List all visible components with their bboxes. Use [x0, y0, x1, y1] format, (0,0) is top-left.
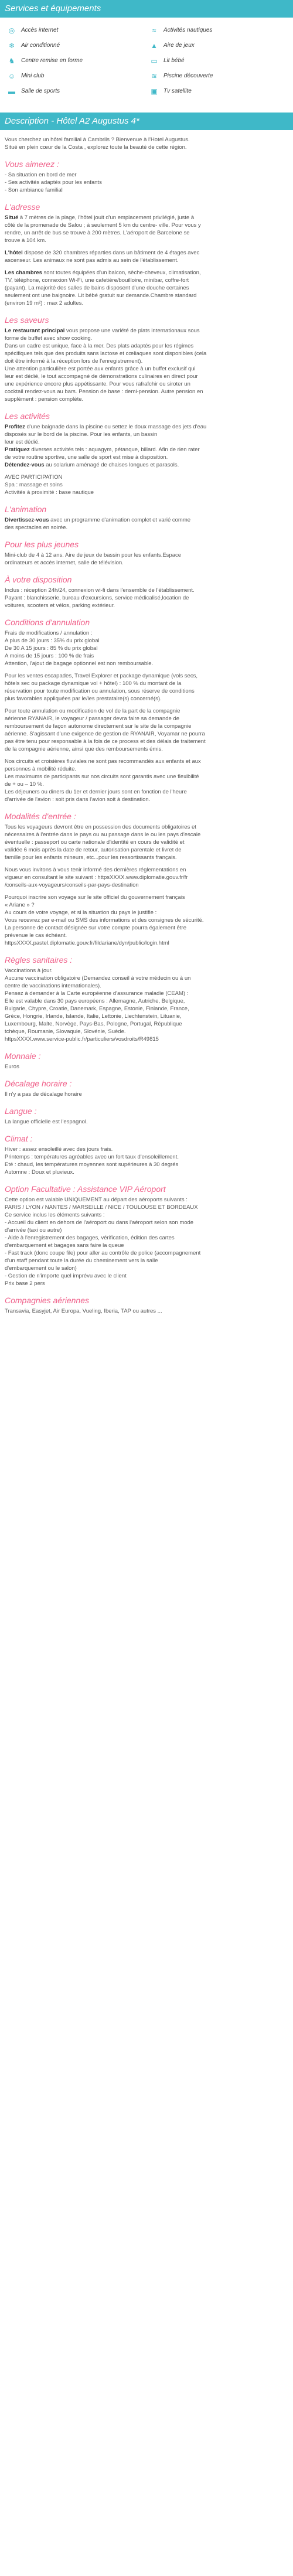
text-line: hôtels sec ou package dynamique vol + hôtel) : 100 % du montant de la [5, 680, 182, 687]
section-paragraph [5, 672, 288, 703]
section-heading: Vous aimerez : [5, 159, 59, 169]
intro-line: Situé en plein cœur de la Costa , explorez toute la beauté de cette région. [5, 144, 187, 151]
text-line: pas être tenu pour responsable à la fois de ce process et des délais de traitement [5, 738, 206, 745]
text-line: Eté : chaud, les températures moyennes sont supérieures à 30 degrés [5, 1161, 179, 1168]
text-line: Luxembourg, Malte, Norvège, Pays-Bas, Pologne, Portugal, République [5, 1021, 182, 1027]
section-paragraph [5, 327, 288, 403]
snowflake-icon: ❄ [8, 42, 15, 50]
amenity-label: Mini club [21, 73, 45, 79]
section-paragraph [5, 707, 288, 753]
text-line: ascenseur. Les animaux ne sont pas admis au sein de l'établissement. [5, 257, 179, 264]
text-line: d'arrivée (taxi ou autre) [5, 1227, 62, 1234]
text-line: Profitez d'une baignade dans la piscine ou settez le doux massage des jets d'eau [5, 424, 207, 430]
section-paragraph [5, 551, 288, 567]
text-line: leur est dédié, le tout accompagné de démonstrations culinaires en direct pour [5, 373, 198, 380]
section-paragraph [5, 1118, 288, 1126]
section-paragraph [5, 249, 288, 264]
text-line: Inclus : réception 24h/24, connexion wi-fi dans l'ensemble de l'établissement. [5, 587, 195, 594]
wifi-icon: ◎ [8, 26, 15, 35]
text-line: Pour toute annulation ou modification de vol de la part de la compagnie [5, 708, 180, 714]
section-paragraph [5, 1063, 288, 1071]
section-heading: Climat : [5, 1134, 33, 1143]
amenity-label: Aire de jeux [163, 42, 195, 49]
section-paragraph [5, 894, 288, 947]
section-paragraph [5, 1196, 288, 1287]
section-paragraph [5, 1146, 288, 1176]
text-line: côté de la promenade de Salou ; à seulement 5 km du centre- ville. Pour vous y [5, 222, 201, 229]
text-line: Les déjeuners ou diners du 1er et dernier jours sont en fonction de l'heure [5, 789, 187, 795]
amenity-item [7, 56, 144, 66]
text-line: famille pour les enfants mineurs, etc...pour les ressortissants français. [5, 854, 177, 861]
text-line: Tous les voyageurs devront être en possession des documents obligatoires et [5, 824, 196, 830]
text-line: plus favorables appliquées par le/les prestataire(s) concerné(s). [5, 696, 162, 702]
amenities-grid [5, 18, 288, 107]
text-line: des spectacles en soirée. [5, 524, 68, 531]
text-line: trouve à 104 km. [5, 237, 46, 244]
text-line: Nous vous invitons à vous tenir informé des dernières réglementations en [5, 867, 186, 873]
text-line: vigueur en consultant le site suivant : httpsXXXX.www.diplomatie.gouv.fr/fr [5, 874, 188, 881]
page-bottom-spacer [5, 1320, 288, 1328]
text-line: éventuelle : passeport ou carte nationale d'identité en cours de validité et [5, 839, 185, 846]
text-line: personnes à mobilité réduite. [5, 766, 76, 772]
text-line: spécifiques tels que des produits sans lactose et cœliaques sont disponibles (cela [5, 350, 207, 357]
text-line: Hiver : assez ensoleillé avec des jours frais. [5, 1146, 113, 1153]
section-heading: Option Facultative : Assistance VIP Aéroport [5, 1184, 166, 1194]
amenity-item [7, 26, 144, 35]
tv-icon: ▣ [151, 87, 158, 96]
fitness-icon: ♞ [8, 57, 15, 65]
section-paragraph [5, 587, 288, 609]
text-line: nécessaires à l'entrée dans le pays ou au passage dans le ou les pays d'escale [5, 832, 201, 838]
text-line: Ce service inclus les éléments suivants : [5, 1212, 105, 1218]
text-line: tchèque, Roumanie, Slovaquie, Slovénie, Suède. [5, 1028, 126, 1035]
description-intro [5, 136, 288, 151]
text-line: - Ses activités adaptés pour les enfants [5, 179, 102, 186]
text-line: aérienne. S'agissant d'une exigence de gestion de RYANAIR, Voyamar ne pourra [5, 731, 205, 737]
text-line: Le restaurant principal vous propose une variété de plats internationaux sous [5, 328, 200, 334]
amenity-item [7, 87, 144, 96]
dumbbell-icon: ▬ [8, 87, 15, 96]
section-paragraph [5, 171, 288, 194]
section-paragraph [5, 1307, 288, 1315]
text-line: De 30 A 15 jours : 85 % du prix global [5, 645, 98, 652]
amenity-item [149, 56, 286, 66]
text-line: voitures, scooters et vélos, parking extérieur. [5, 602, 115, 609]
text-line: Attention, l'ajout de bagage optionnel est non remboursable. [5, 660, 154, 667]
section-heading: Langue : [5, 1106, 37, 1116]
text-line: Situé à 7 mètres de la plage, l'hôtel jouit d'un emplacement privilégié, juste à [5, 214, 195, 221]
amenity-label: Accès internet [21, 27, 59, 33]
section-paragraph [5, 823, 288, 861]
text-line: rendre, un arrêt de bus se trouve à 200 mètres. L'aéroport de Barcelone se [5, 230, 190, 236]
text-line: Vaccinations à jour. [5, 967, 53, 974]
playground-icon: ▲ [151, 42, 158, 50]
section-heading: Les activités [5, 411, 50, 421]
text-line: Elle est valable dans 30 pays européens : Allemagne, Autriche, Belgique, [5, 998, 185, 1004]
water-activities-icon: ≈ [152, 26, 156, 35]
text-line: - Gestion de n'importe quel imprévu avec le client [5, 1273, 127, 1279]
services-banner [0, 0, 293, 18]
text-line: La langue officielle est l'espagnol. [5, 1119, 88, 1125]
text-line: « Ariane » ? [5, 902, 35, 908]
text-line: Grèce, Hongrie, Irlande, Islande, Italie, Lettonie, Liechtenstein, Lituanie, [5, 1013, 182, 1020]
pool-icon: ≋ [151, 72, 158, 80]
text-line: Détendez-vous au solarium aménagé de chaises longues et parasols. [5, 462, 179, 468]
text-line: La personne de contact désignée sur votre compte pourra également être [5, 925, 186, 931]
text-line: httpsXXXX.www.service-public.fr/particuliers/vosdroits/R49815 [5, 1036, 159, 1042]
crib-icon: ▭ [151, 57, 158, 65]
text-line: - Fast track (donc coupe file) pour aller au contrôle de police (accompagnement [5, 1250, 201, 1256]
text-line: Au cours de votre voyage, et si la situation du pays le justifie : [5, 909, 157, 916]
amenity-label: Activités nautiques [163, 27, 213, 33]
text-line: (payant). La majorité des salles de bains disposent d'une douche certaines [5, 285, 189, 291]
text-line: ordinateurs et accès internet, salle de télévision. [5, 560, 124, 566]
content-sections [5, 158, 288, 1315]
text-line: Bulgarie, Chypre, Croatie, Danemark, Espagne, Estonie, Finlande, France, [5, 1006, 189, 1012]
text-line: /conseils-aux-voyageurs/conseils-par-pays-destination [5, 882, 139, 888]
text-line: supplément : pension complète. [5, 396, 84, 403]
text-line: Euros [5, 1064, 19, 1070]
text-line: Pratiquez diverses activités tels : aquagym, pétanque, billard. Afin de rien rater [5, 447, 200, 453]
text-line: cocktail rendez-vous au bars. Pension de base : demi-pension. Autre pension en [5, 389, 203, 395]
amenity-item [149, 87, 286, 96]
text-line: - Aide à l'enregistrement des bagages, vérification, édition des cartes [5, 1235, 175, 1241]
section-paragraph [5, 866, 288, 889]
text-line: leur est dédié. [5, 439, 40, 445]
text-line: Frais de modifications / annulation : [5, 630, 93, 636]
kids-club-icon: ☺ [8, 72, 16, 80]
amenity-label: Piscine découverte [163, 73, 213, 79]
text-line: Pourquoi inscrire son voyage sur le site officiel du gouvernement français [5, 894, 185, 901]
section-heading: Conditions d'annulation [5, 618, 90, 627]
text-line: Vous recevrez par e-mail ou SMS des informations et des consignes de sécurité. [5, 917, 204, 924]
amenity-label: Lit bébé [163, 57, 185, 64]
section-heading: Monnaie : [5, 1051, 41, 1061]
text-line: Divertissez-vous avec un programme d'animation complet et varié comme [5, 517, 191, 523]
amenity-item [149, 26, 286, 35]
text-line: prévenue le cas échéant. [5, 932, 67, 939]
amenity-label: Air conditionné [21, 42, 60, 49]
text-line: A plus de 30 jours : 35% du prix global [5, 638, 100, 644]
amenity-label: Tv satellite [163, 88, 192, 94]
text-line: Activités à proximité : base nautique [5, 489, 94, 496]
section-paragraph [5, 629, 288, 667]
amenity-item [149, 71, 286, 81]
section-heading: Modalités d'entrée : [5, 812, 76, 821]
text-line: Nos circuits et croisières fluviales ne sont pas recommandés aux enfants et aux [5, 758, 201, 765]
text-line: de + ou – 10 %. [5, 781, 44, 788]
text-line: Les chambres sont toutes équipées d'un balcon, sèche-cheveux, climatisation, [5, 270, 201, 276]
section-heading: Pour les plus jeunes [5, 540, 79, 549]
text-line: Mini-club de 4 à 12 ans. Aire de jeux de bassin pour les enfants.Espace [5, 552, 182, 558]
text-line: Spa : massage et soins [5, 482, 63, 488]
text-line: Aucune vaccination obligatoire (Demandez conseil à votre médecin ou à un [5, 975, 191, 982]
text-line: d'arrivée de l'avion : soit pris dans l'avion soit à destination. [5, 796, 151, 803]
amenity-label: Salle de sports [21, 88, 60, 94]
text-line: doit être informé à la réception lors de l'enregistrement). [5, 358, 143, 364]
section-paragraph [5, 423, 288, 469]
text-line: Pour les ventes escapades, Travel Explorer et package dynamique (vols secs, [5, 673, 197, 679]
text-line: seulement ont une baignoire. Lit bébé gratuit sur demande.Chambre standard [5, 292, 197, 299]
text-line: Les maximums de participants sur nos circuits sont garantis avec une flexibilité [5, 774, 199, 780]
text-line: - Accueil du client en dehors de l'aéroport ou dans l'aéroport selon son mode [5, 1219, 194, 1226]
text-line: - Son ambiance familial [5, 187, 63, 193]
section-heading: L'adresse [5, 202, 40, 212]
services-title: Services et équipements [5, 4, 101, 13]
text-line: une expérience encore plus appétissante. Pour vous rafraîchir ou siroter un [5, 381, 190, 387]
section-paragraph [5, 1091, 288, 1098]
intro-line: Vous cherchez un hôtel familial à Cambrils ? Bienvenue à l'Hotel Augustus. [5, 137, 190, 143]
text-line: Payant : blanchisserie, bureau d'excursions, service médicalisé,location de [5, 595, 189, 601]
section-heading: Compagnies aériennes [5, 1296, 89, 1305]
text-line: Automne : Doux et pluvieux. [5, 1169, 74, 1175]
description-banner [0, 113, 293, 130]
text-line: de votre routine sportive, une salle de sport est mise à disposition. [5, 454, 168, 461]
section-paragraph [5, 758, 288, 803]
section-heading: À votre disposition [5, 575, 72, 584]
text-line: de la compagnie aérienne, ainsi que des remboursements émis. [5, 746, 163, 752]
text-line: (environ 19 m²) : max 2 adultes. [5, 300, 84, 306]
text-line: Transavia, Easyjet, Air Europa, Vueling, Iberia, TAP ou autres ... [5, 1308, 162, 1314]
section-paragraph [5, 473, 288, 496]
text-line: aérienne RYANAIR, le voyageur / passager devra faire sa demande de [5, 715, 180, 722]
amenity-item [149, 41, 286, 50]
section-heading: Les saveurs [5, 315, 49, 325]
text-line: TV, téléphone, connexion Wi-Fi, une cafetière/bouilloire, minibar, coffre-fort [5, 277, 189, 284]
section-paragraph [5, 214, 288, 244]
text-line: Prix base 2 pers [5, 1280, 45, 1287]
text-line: d'un staff pendant toute la durée du cheminement vers la salle [5, 1258, 158, 1264]
text-line: remboursement de façon autonome directement sur le site de la compagnie [5, 723, 192, 730]
amenity-item [7, 41, 144, 50]
section-heading: Décalage horaire : [5, 1079, 72, 1088]
text-line: validée 6 mois après la date de retour, autorisation parentale et livret de [5, 847, 182, 853]
text-line: centre de vaccinations internationales). [5, 983, 101, 989]
text-line: AVEC PARTICIPATION [5, 474, 63, 481]
section-paragraph [5, 269, 288, 307]
section-paragraph [5, 516, 288, 531]
text-line: A moins de 15 jours : 100 % de frais [5, 653, 94, 659]
amenity-item [7, 71, 144, 81]
text-line: PARIS / LYON / NANTES / MARSEILLE / NICE / TOULOUSE ET BORDEAUX [5, 1204, 198, 1211]
text-line: d'embarquement et bagages sans faire la queue [5, 1242, 124, 1249]
section-paragraph [5, 967, 288, 1043]
text-line: Printemps : températures agréables avec un fort taux d'ensoleillement. [5, 1154, 179, 1160]
text-line: disposés sur le bord de la piscine. Pour les enfants, un bassin [5, 431, 158, 438]
description-title: Description - Hôtel A2 Augustus 4* [5, 116, 139, 126]
text-line: Cette option est valable UNIQUEMENT au départ des aéroports suivants : [5, 1197, 188, 1203]
section-heading: Règles sanitaires : [5, 955, 73, 965]
text-line: Il n'y a pas de décalage horaire [5, 1091, 82, 1098]
text-line: réservation pour toute modification ou annulation, sous réserve de conditions [5, 688, 195, 694]
text-line: Pensez à demander à la Carte européenne d'assurance maladie (CEAM) : [5, 990, 189, 997]
section-heading: L'animation [5, 505, 47, 514]
text-line: d'embarquement ou le salon) [5, 1265, 77, 1272]
text-line: Une attention particulière est portée aux enfants grâce à un buffet exclusif qui [5, 366, 196, 372]
text-line: L'hôtel dispose de 320 chambres réparties dans un bâtiment de 4 étages avec [5, 250, 200, 256]
text-line: - Sa situation en bord de mer [5, 172, 77, 178]
text-line: Dans un cadre est unique, face à la mer. Des plats adaptés pour les régimes [5, 343, 194, 349]
text-line: httpsXXXX.pastel.diplomatie.gouv.fr/fildariane/dyn/public/login.html [5, 940, 169, 946]
amenity-label: Centre remise en forme [21, 57, 83, 64]
text-line: forme de buffet avec show cooking. [5, 335, 93, 342]
